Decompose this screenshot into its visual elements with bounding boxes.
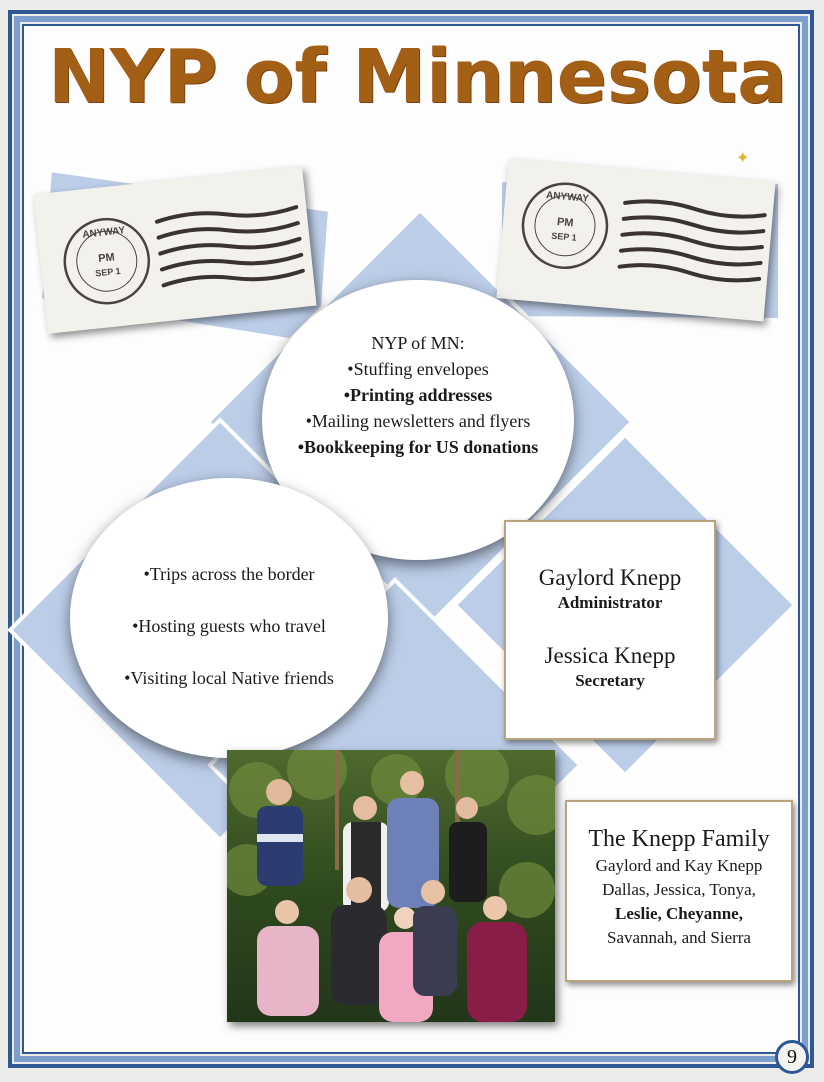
staff-name: Gaylord Knepp — [538, 565, 682, 590]
tasks-heading: NYP of MN: — [371, 333, 465, 353]
postcard-left — [33, 166, 316, 333]
family-line: Leslie, Cheyanne, — [615, 904, 743, 923]
task-item: •Printing addresses — [343, 385, 493, 405]
sparkle-icon: ✦ — [736, 150, 750, 167]
activity-item: •Hosting guests who travel — [132, 616, 326, 636]
postmark-ring-text: ANYWAY — [545, 190, 590, 205]
family-line: Dallas, Jessica, Tonya, — [602, 880, 756, 899]
page-title: NYP of Minnesota — [48, 34, 788, 120]
activity-item: •Trips across the border — [143, 564, 315, 584]
activity-item: •Visiting local Native friends — [124, 668, 334, 688]
staff-card — [504, 520, 716, 740]
family-line: Savannah, and Sierra — [607, 928, 751, 947]
activities-circle-text — [70, 548, 388, 704]
page-number: 9 — [775, 1040, 809, 1074]
staff-role: Secretary — [575, 671, 645, 690]
postmark-center-line2: SEP 1 — [94, 265, 122, 279]
staff-name: Jessica Knepp — [544, 643, 676, 668]
family-heading: The Knepp Family — [588, 826, 770, 852]
postmark-stamp-right — [496, 159, 775, 322]
family-card — [565, 800, 793, 982]
postcard-right — [496, 159, 775, 322]
postmark-stamp-left — [33, 166, 316, 333]
task-item: •Stuffing envelopes — [347, 359, 489, 379]
postmark-ring-text: ANYWAY — [81, 225, 126, 241]
task-item: •Bookkeeping for US donations — [297, 437, 539, 457]
task-item: •Mailing newsletters and flyers — [305, 411, 531, 431]
staff-role: Administrator — [557, 593, 663, 612]
tasks-circle-text — [262, 330, 574, 460]
family-photo — [227, 750, 555, 1022]
family-line: Gaylord and Kay Knepp — [595, 856, 763, 875]
postmark-center-line1: PM — [97, 251, 116, 266]
family-photo-image — [227, 750, 555, 1022]
postmark-center-line2: SEP 1 — [550, 230, 578, 243]
postmark-center-line1: PM — [556, 216, 574, 230]
